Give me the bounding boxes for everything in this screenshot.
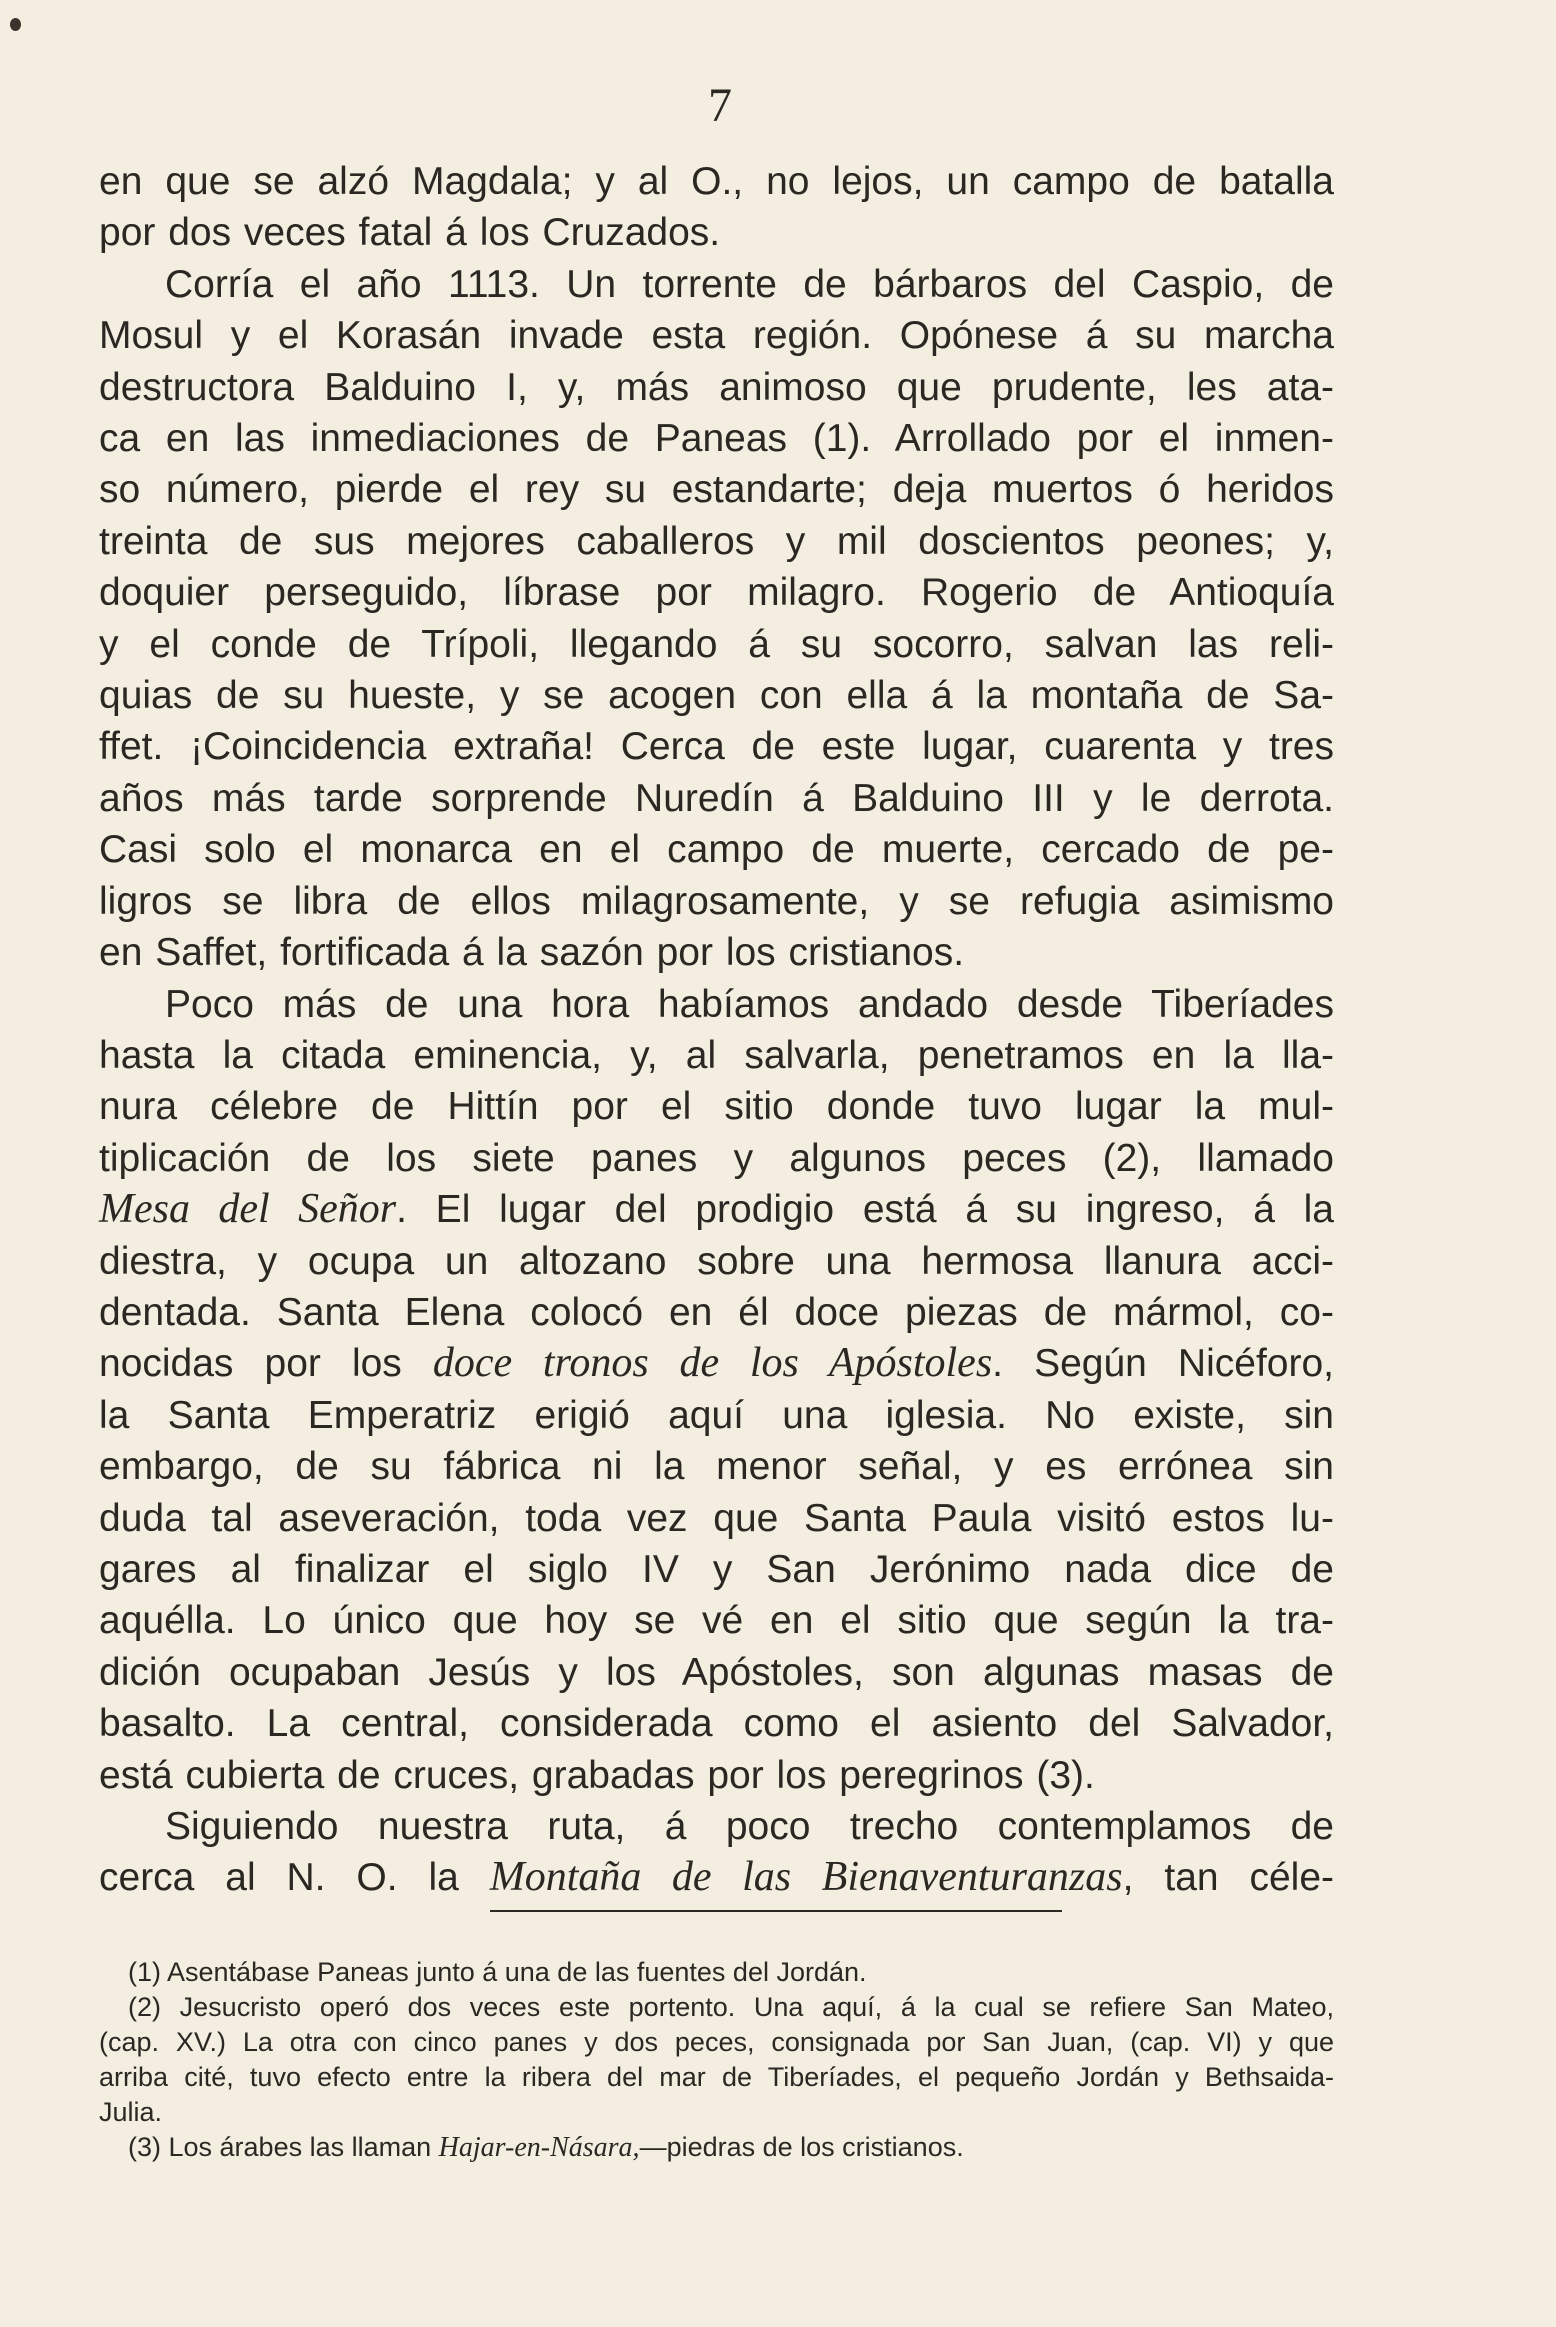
text-line (99, 1852, 1334, 1903)
text-line: en Saffet, fortificada á la sazón por los cristianos. (99, 931, 965, 975)
text-line: ligros se libra de ellos milagrosamente, y se refugia asimismo (99, 879, 1334, 923)
text-fragment: , tan céle- (1122, 1856, 1335, 1900)
page-number: 7 (708, 79, 732, 132)
text-line: destructora Balduino I, y, más animoso que prudente, les ata- (99, 365, 1334, 409)
text-fragment: . El lugar del prodigio está á su ingreso, á la (396, 1188, 1334, 1232)
italic-phrase: Mesa del Señor (99, 1186, 397, 1233)
footnote-line (99, 2130, 1334, 2165)
text-line: embargo, de su fábrica ni la menor señal, y es errónea sin (99, 1445, 1334, 1489)
text-fragment: —piedras de los cristianos. (639, 2132, 964, 2162)
footnote-divider (490, 1910, 1062, 1912)
text-line: Casi solo el monarca en el campo de muerte, cercado de pe- (99, 828, 1334, 872)
text-line: quias de su hueste, y se acogen con ella á la montaña de Sa- (99, 674, 1334, 718)
text-fragment: cerca al N. O. la (99, 1856, 459, 1900)
text-line: gares al finalizar el siglo IV y San Jerónimo nada dice de (99, 1547, 1334, 1591)
text-line: Poco más de una hora habíamos andado desde Tiberíades (165, 982, 1334, 1026)
text-line: so número, pierde el rey su estandarte; deja muertos ó heridos (99, 468, 1334, 512)
text-line: por dos veces fatal á los Cruzados. (99, 211, 721, 255)
footnote-line: (2) Jesucristo operó dos veces este portento. Una aquí, á la cual se refiere San Mateo, (128, 1992, 1334, 2022)
text-line: nura célebre de Hittín por el sitio donde tuvo lugar la mul- (99, 1085, 1334, 1129)
italic-phrase: Montaña de las Bienaventuranzas (489, 1854, 1123, 1901)
text-line: y el conde de Trípoli, llegando á su socorro, salvan las reli- (99, 622, 1334, 666)
text-fragment: . Según Nicéforo, (992, 1342, 1334, 1386)
text-line: Mosul y el Korasán invade esta región. Opónese á su marcha (99, 314, 1334, 358)
text-fragment: nocidas por los (99, 1342, 402, 1386)
text-line: dentada. Santa Elena colocó en él doce piezas de mármol, co- (99, 1290, 1334, 1334)
text-line (99, 1338, 1334, 1389)
text-line: tiplicación de los siete panes y algunos peces (2), llamado (99, 1136, 1334, 1180)
text-line: años más tarde sorprende Nuredín á Balduino III y le derrota. (99, 776, 1334, 820)
body-text (99, 156, 1334, 1904)
text-line: dición ocupaban Jesús y los Apóstoles, son algunas masas de (99, 1650, 1334, 1694)
text-line: aquélla. Lo único que hoy se vé en el sitio que según la tra- (99, 1599, 1334, 1643)
text-line: en que se alzó Magdala; y al O., no lejos, un campo de batalla (99, 160, 1334, 203)
text-line: basalto. La central, considerada como el asiento del Salvador, (99, 1702, 1334, 1746)
footnote-line: arriba cité, tuvo efecto entre la ribera del mar de Tiberíades, el pequeño Jordán y Bethsaida- (99, 2062, 1334, 2092)
text-line: está cubierta de cruces, grabadas por los peregrinos (3). (99, 1753, 1095, 1797)
text-line: hasta la citada eminencia, y, al salvarla, penetramos en la lla- (99, 1033, 1334, 1077)
footnote-line: Julia. (99, 2097, 163, 2127)
text-line: ffet. ¡Coincidencia extraña! Cerca de este lugar, cuarenta y tres (99, 725, 1334, 769)
text-line: diestra, y ocupa un altozano sobre una hermosa llanura acci- (99, 1239, 1334, 1283)
text-line: treinta de sus mejores caballeros y mil doscientos peones; y, (99, 519, 1334, 563)
ink-speck (10, 18, 21, 31)
text-fragment: (3) Los árabes las llaman (128, 2132, 432, 2162)
footnote-line: (cap. XV.) La otra con cinco panes y dos peces, consignada por San Juan, (cap. VI) y que (99, 2027, 1334, 2057)
text-line: la Santa Emperatriz erigió aquí una iglesia. No existe, sin (99, 1393, 1334, 1437)
text-line: doquier perseguido, líbrase por milagro. Rogerio de Antioquía (99, 571, 1334, 615)
text-line: Siguiendo nuestra ruta, á poco trecho contemplamos de (165, 1805, 1334, 1848)
footnote-line: (1) Asentábase Paneas junto á una de las fuentes del Jordán. (128, 1957, 867, 1987)
text-line (99, 1184, 1334, 1235)
italic-phrase: doce tronos de los Apóstoles (432, 1340, 993, 1387)
text-line: Corría el año 1113. Un torrente de bárbaros del Caspio, de (165, 262, 1334, 306)
italic-phrase: Hajar-en-Násara, (438, 2132, 640, 2163)
text-line: ca en las inmediaciones de Paneas (1). Arrollado por el inmen- (99, 417, 1334, 461)
footnotes (99, 1955, 1334, 2165)
text-line: duda tal aseveración, toda vez que Santa Paula visitó estos lu- (99, 1496, 1334, 1540)
